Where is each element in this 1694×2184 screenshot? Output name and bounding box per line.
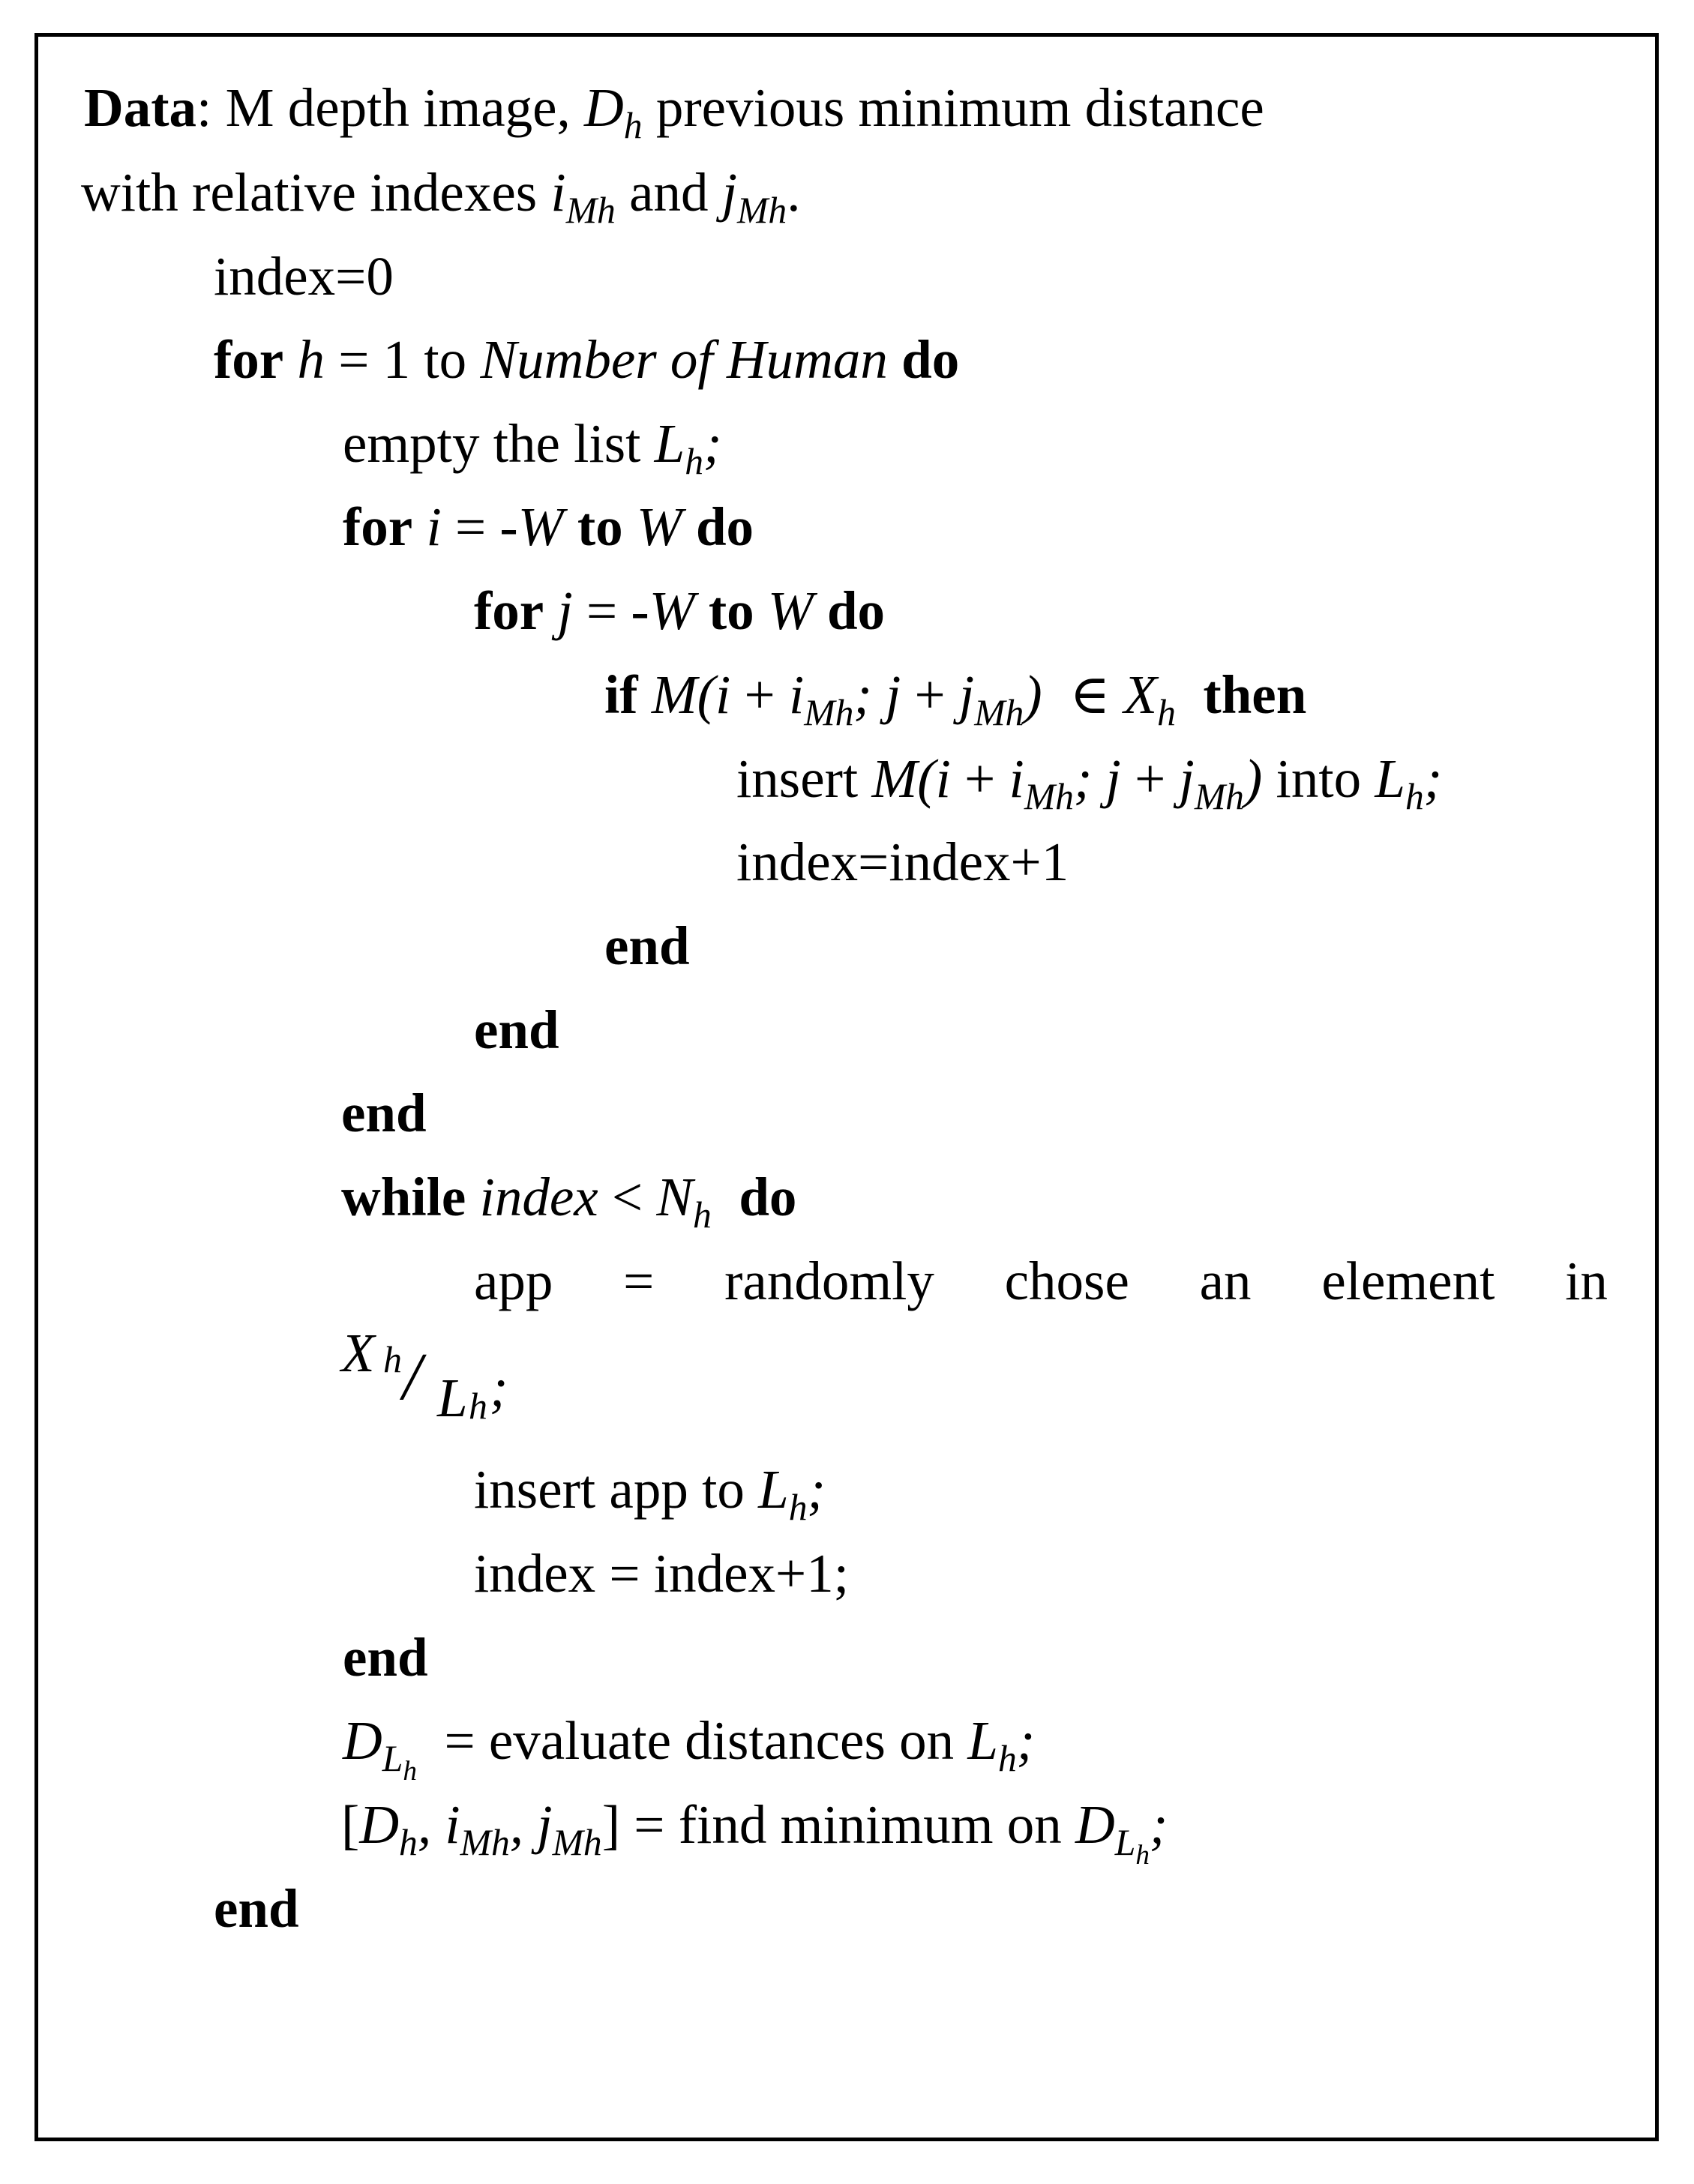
app-line: app = randomly chose an element in <box>474 1251 1608 1311</box>
while-line: while index < $N_h$ do <box>341 1167 797 1236</box>
end-if: end <box>604 915 690 976</box>
insert-line: insert $M(i + i_{Mh}$; $j + j_{Mh}$) into $L_h$; <box>736 748 1443 817</box>
for-human-line: for h = 1 to Number of Human do <box>214 329 960 390</box>
evaluate-line: $D_{L_h}$ = evaluate distances on $L_h$; <box>343 1710 1036 1787</box>
empty-list-line: empty the list $L_h$; <box>343 413 722 482</box>
for-i-line: for i = -W to W do <box>343 496 754 557</box>
insert-app-line: insert app to $L_h$; <box>474 1459 826 1528</box>
find-minimum-line: [$D_h$, $i_{Mh}$, $j_{Mh}$] = find minimum on $D_{L_h}$; <box>341 1794 1168 1871</box>
for-j-line: for j = -W to W do <box>474 580 886 641</box>
data-line-2: with relative indexes $i_{Mh}$ and $j_{Mh}$. <box>81 162 801 231</box>
data-label: Data <box>84 77 197 138</box>
data-line-1: Data: M depth image, $D_h$ previous minimum distance <box>84 77 1264 146</box>
end-while: end <box>343 1627 428 1688</box>
set-difference: X h / L h ; <box>341 1323 508 1428</box>
end-for-human: end <box>214 1878 299 1939</box>
end-for-j: end <box>474 999 559 1060</box>
index-inc-line: index=index+1 <box>736 831 1069 892</box>
init-line: index=0 <box>214 246 394 307</box>
end-for-i: end <box>341 1083 427 1143</box>
index-assign-line: index = index+1; <box>474 1543 849 1604</box>
if-line: if $M(i + i_{Mh}$; $j + j_{Mh}$) ∈ $X_h$ then <box>604 664 1307 733</box>
